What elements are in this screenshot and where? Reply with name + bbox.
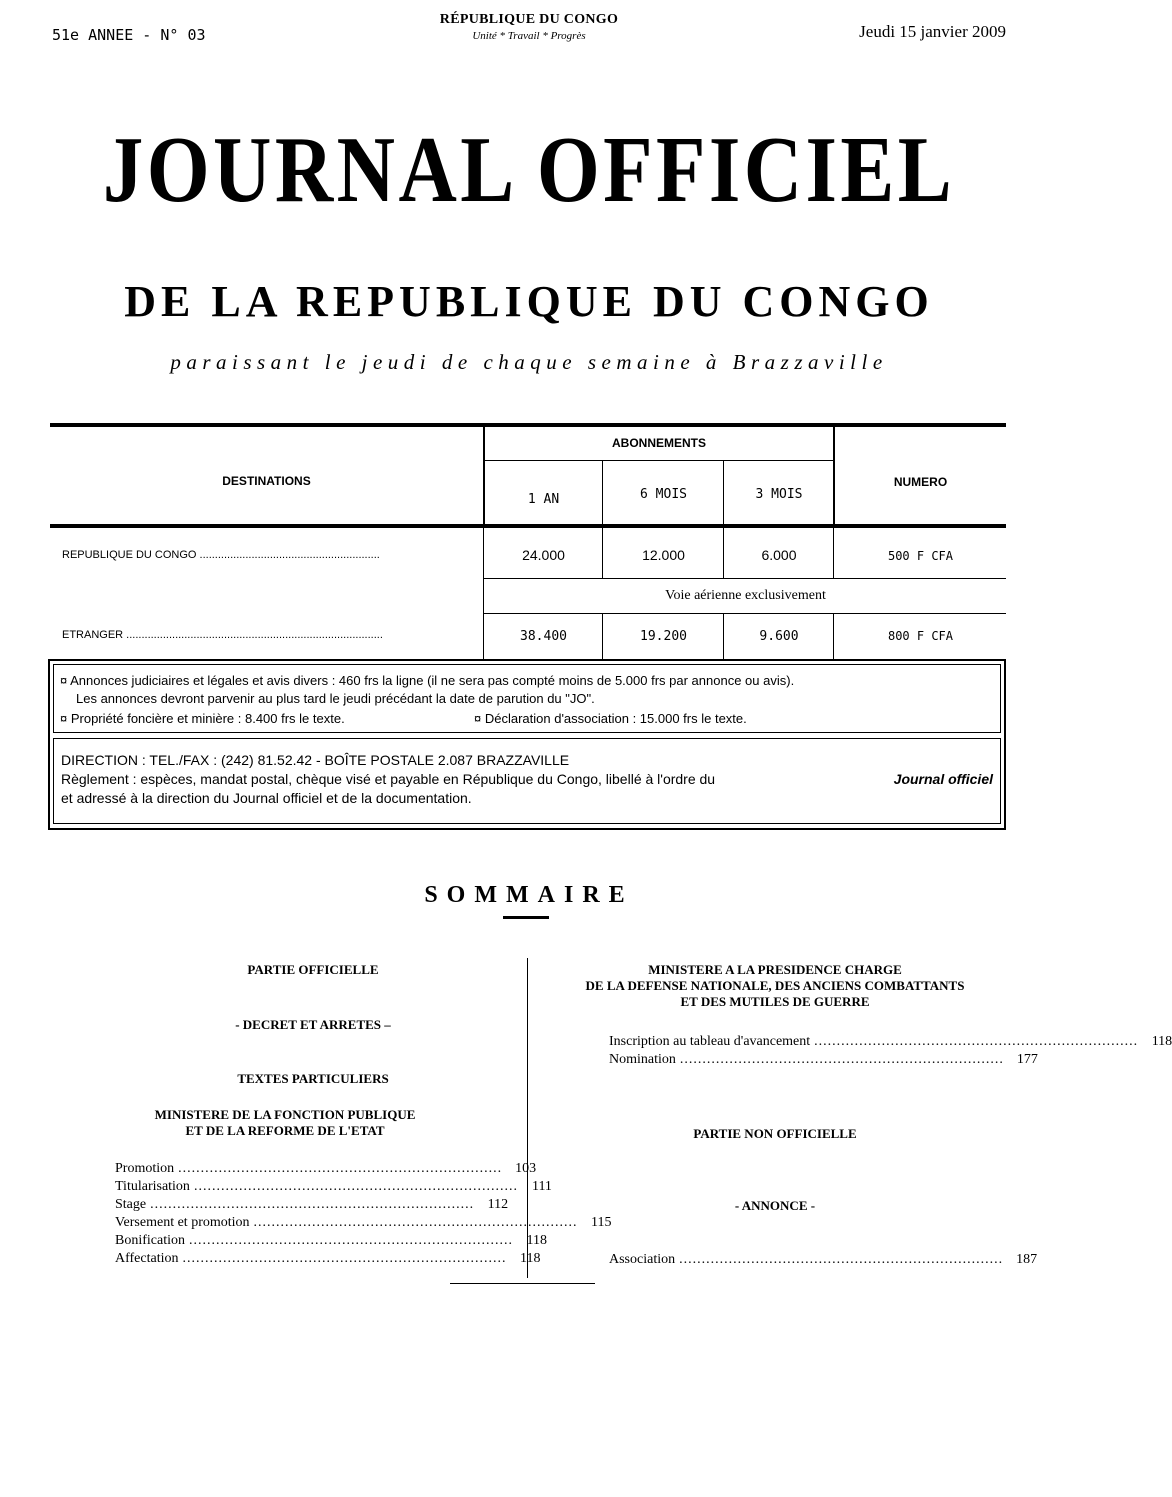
abonnements-header: ABONNEMENTS	[611, 436, 706, 450]
table-vline	[723, 528, 724, 578]
toc-leader: ........................................................................	[679, 1252, 1004, 1267]
announcements-line1: ¤ Annonces judiciaires et légales et avis divers : 460 frs la ligne (il ne sera pas compté moins de 5.000 frs par annonce ou avis).	[60, 673, 795, 688]
toc-leader: ........................................................................	[182, 1251, 507, 1266]
table-vline	[483, 613, 484, 659]
table-vline	[833, 528, 834, 578]
toc-entry-label: Association	[609, 1252, 676, 1267]
toc-entry[interactable]	[115, 1197, 508, 1215]
decret-arretes: - DECRET ET ARRETES –	[235, 1017, 391, 1032]
price-etranger-1an: 38.400	[520, 629, 567, 644]
air-note: Voie aérienne exclusivement	[665, 588, 826, 603]
journal-subtitle: DE LA REPUBLIQUE DU CONGO	[124, 277, 934, 326]
toc-entry[interactable]	[115, 1215, 612, 1233]
toc-entry-page: 118	[526, 1233, 547, 1248]
textes-particuliers: TEXTES PARTICULIERS	[237, 1071, 389, 1086]
price-etranger-6mois: 19.200	[640, 629, 687, 644]
toc-entry[interactable]	[609, 1052, 1038, 1070]
toc-leader: ........................................................................	[253, 1215, 578, 1230]
sommaire-title: SOMMAIRE	[424, 882, 634, 908]
toc-entry-page: 115	[591, 1215, 612, 1230]
toc-leader: ........................................................................	[189, 1233, 513, 1248]
republic-name: RÉPUBLIQUE DU CONGO	[439, 12, 619, 27]
numero-header: NUMERO	[893, 475, 948, 489]
toc-entry-label: Stage	[115, 1197, 147, 1212]
table-hline	[483, 613, 1006, 614]
journal-tagline: paraissant le jeudi de chaque semaine à Brazzaville	[170, 350, 888, 374]
destination-etranger: ETRANGER ....................................................................................	[62, 629, 383, 641]
announcements-association: ¤ Déclaration d'association : 15.000 frs le texte.	[474, 711, 747, 726]
ministere-defense-line2: DE LA DEFENSE NATIONALE, DES ANCIENS COMBATTANTS	[585, 978, 965, 993]
toc-entry-label: Versement et promotion	[115, 1215, 250, 1230]
table-hline	[483, 460, 834, 461]
table-vline	[602, 460, 603, 524]
toc-entry[interactable]	[115, 1179, 552, 1197]
partie-officielle: PARTIE OFFICIELLE	[247, 962, 379, 977]
destinations-header: DESTINATIONS	[222, 474, 311, 488]
issue-number: 51e ANNEE - N° 03	[52, 26, 206, 44]
toc-entry[interactable]	[609, 1034, 1172, 1052]
table-vline	[602, 613, 603, 659]
period-1an: 1 AN	[527, 492, 560, 507]
destination-congo: REPUBLIQUE DU CONGO ...........................................................	[62, 549, 380, 561]
table-header-rule	[50, 524, 1006, 528]
issue-date: Jeudi 15 janvier 2009	[859, 22, 1006, 41]
toc-entry[interactable]	[115, 1251, 541, 1269]
toc-entry-label: Affectation	[115, 1251, 179, 1266]
toc-entry-label: Nomination	[609, 1052, 676, 1067]
ministere-defense	[545, 962, 1005, 1010]
toc-leader: ........................................................................	[193, 1179, 518, 1194]
toc-entry[interactable]	[609, 1252, 1038, 1270]
period-3mois: 3 MOIS	[755, 487, 803, 502]
toc-entry-label: Titularisation	[115, 1179, 190, 1194]
toc-leader: ........................................................................	[679, 1052, 1004, 1067]
toc-entry-label: Inscription au tableau d'avancement	[609, 1034, 811, 1049]
announcements-line2: Les annonces devront parvenir au plus tard le jeudi précédant la date de parution du "JO".	[76, 691, 595, 706]
partie-non-officielle: PARTIE NON OFFICIELLE	[693, 1126, 857, 1141]
toc-entry-label: Bonification	[115, 1233, 185, 1248]
toc-leader: ........................................................................	[814, 1034, 1139, 1049]
toc-leader: ........................................................................	[178, 1161, 503, 1176]
direction-contact: DIRECTION : TEL./FAX : (242) 81.52.42 - BOÎTE POSTALE 2.087 BRAZZAVILLE	[61, 752, 570, 768]
price-congo-1an: 24.000	[522, 547, 565, 563]
period-6mois: 6 MOIS	[640, 487, 687, 502]
announcements-fonciere: ¤ Propriété foncière et minière : 8.400 frs le texte.	[60, 711, 345, 726]
table-vline	[833, 613, 834, 659]
sommaire-underline	[503, 916, 549, 919]
motto: Unité * Travail * Progrès	[472, 30, 586, 42]
table-hline	[483, 578, 1006, 579]
annonce-heading: - ANNONCE -	[734, 1198, 816, 1213]
toc-entry-page: 103	[515, 1161, 537, 1176]
ministere-defense-line1: MINISTERE A LA PRESIDENCE CHARGE	[648, 962, 902, 977]
toc-leader: ........................................................................	[150, 1197, 475, 1212]
table-vline	[723, 460, 724, 524]
toc-entry-page: 187	[1016, 1252, 1038, 1267]
toc-entry-page: 118	[1151, 1034, 1172, 1049]
toc-entry-page: 111	[531, 1179, 552, 1194]
toc-entry-page: 177	[1016, 1052, 1038, 1067]
journal-title: JOURNAL OFFICIEL	[102, 118, 956, 222]
toc-left-list	[115, 1161, 612, 1269]
table-vline	[602, 528, 603, 578]
ministere-fonction-publique	[90, 1107, 480, 1139]
table-vline	[723, 613, 724, 659]
numero-congo: 500 F CFA	[887, 549, 954, 563]
toc-entry[interactable]	[115, 1233, 547, 1251]
table-top-rule	[50, 423, 1006, 427]
direction-journal-emph: Journal officiel	[893, 771, 993, 787]
numero-etranger: 800 F CFA	[887, 629, 954, 643]
ministere-defense-line3: ET DES MUTILES DE GUERRE	[680, 994, 870, 1009]
ministere-fp-line2: ET DE LA REFORME DE L'ETAT	[185, 1123, 385, 1138]
price-etranger-3mois: 9.600	[759, 629, 799, 644]
price-congo-6mois: 12.000	[642, 547, 685, 563]
direction-adresse: et adressé à la direction du Journal officiel et de la documentation.	[61, 790, 472, 806]
direction-reglement	[61, 770, 993, 788]
toc-right-list	[609, 1034, 1172, 1070]
direction-reglement-text: Règlement : espèces, mandat postal, chèque visé et payable en République du Congo, libellé à l'ordre du	[61, 771, 716, 787]
toc-entry[interactable]	[115, 1161, 537, 1179]
toc-entry-page: 118	[520, 1251, 541, 1266]
table-vline	[483, 528, 484, 578]
toc-entry-page: 112	[487, 1197, 509, 1212]
table-vline	[483, 578, 484, 614]
bottom-rule	[450, 1283, 595, 1284]
price-congo-3mois: 6.000	[761, 547, 797, 563]
toc-entry-label: Promotion	[115, 1161, 175, 1176]
ministere-fp-line1: MINISTERE DE LA FONCTION PUBLIQUE	[154, 1107, 416, 1122]
toc-annonce-list	[609, 1252, 1038, 1270]
